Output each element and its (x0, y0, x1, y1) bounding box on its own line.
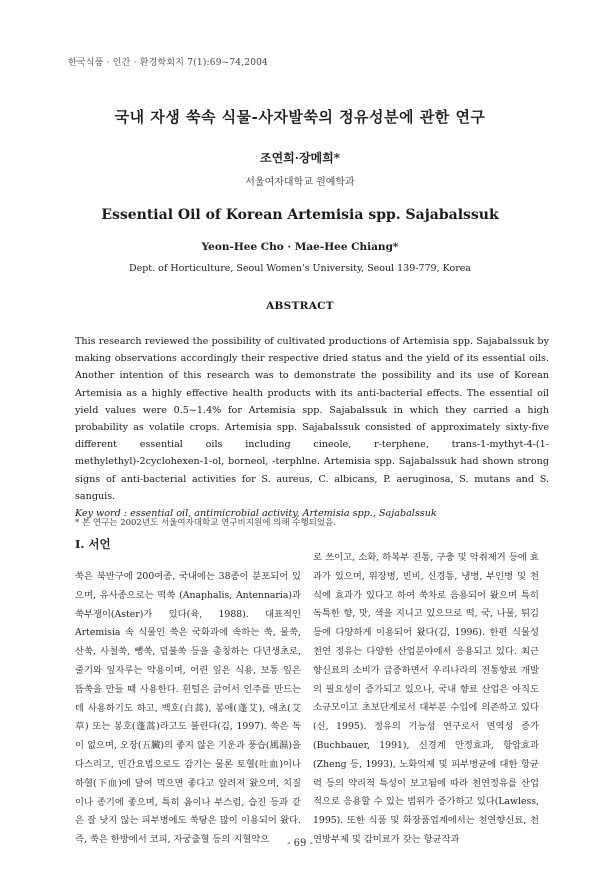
abstract-heading: ABSTRACT (266, 300, 334, 312)
abstract-text: This research reviewed the possibility of cultivated productions of Artemisia spp. Sajabalssuk by making observations accordingly their respective dried status and the yield of its essential oils. Another intention of this research was to demonstrate the possibility and its use of Korean Artemisia as a highly effective health products with its anti-bacterial effects. The essential oil yield values were 0.5~1.4% for Artemisia spp. Sajabalssuk in which they carried a high probability as volatile crops. Artemisia spp. Sajabalssuk consisted of approximately sixty-five different essential oils including cineole, r-terphene, trans-1-mythyt-4-(1-methylethyl)-2cyclohexen-1-ol, borneol, -terphlne. Artemisia spp. Sajabalssuk had shown strong signs of anti-bacterial activities for S. aureus, C. albicans, P. aeruginosa, S. mutans and S. sanguis. (75, 336, 549, 502)
abstract-block (75, 333, 549, 522)
left-column-text: 쑥은 북반구에 200여종, 국내에는 38종이 분포되어 있으며, 유사종으로는 떡쑥 (Anaphalis, Antennaria)과 쑥부쟁이(Aster)가 있다(육, 1988). 대표적인 Artemisia 속 식물인 쑥은 국화과에 속하는 쑥, 물쑥, 산쑥, 사철쑥, 뺑쑥, 덤불쑥 등을 총칭하는 다년생초로, 줄기와 잎자루는 약용이며, 어린 잎은 식용, 보통 잎은 뜸쑥을 만들 때 사용한다. 흰털은 긁어서 인주를 만드는데 사용하기도 하고, 백호(白蒿), 봉애(蓬艾), 애초(艾草) 또는 봉호(蓬蒿)라고도 불린다(김, 1997). 쑥은 독이 없으며, 오장(五臟)의 좋지 않은 기운과 풍습(風濕)을 다스리고, 민간요법으로도 감기는 물론 토혈(吐血)이나 하혈(下血)에 달여 먹으면 좋다고 알려져 왔으며, 치질이나 종기에 좋으며, 특히 옴이나 부스럼, 습진 등과 같은 잘 낫지 않는 피부병에도 쑥탕은 많이 이용되어 왔다. 즉, 쑥은 한방에서 코피, 자궁출혈 등의 지혈약으 (75, 571, 301, 846)
english-title: Essential Oil of Korean Artemisia spp. Sajabalssuk (101, 207, 499, 223)
keywords: Key word : essential oil, antimicrobial activity, Artemisia spp., Sajabalssuk (75, 508, 437, 520)
korean-authors: 조연희·장메희* (259, 151, 340, 165)
section-title: I. 서언 (75, 537, 111, 551)
running-head: 한국식품 · 인간 · 환경학회지 7(1):69~74,2004 (68, 58, 268, 68)
right-column-text: 로 쓰이고, 소화, 하복부 진통, 구충 및 악취제거 등에 효과가 있으며, 위장병, 빈비, 신경통, 냉병, 부인병 및 천식에 효과가 있다고 하여 쑥차로 음용되어 왔으며 특히 독특한 향, 맛, 색을 지니고 있으므로 떡, 국, 나물, 튀김 등에 다양하게 이용되어 왔다(김, 1996). 한편 식물성 천연 정유는 다양한 산업분야에서 응용되고 있다. 최근 향신료의 소비가 급증하면서 우리나라의 전통향료 개발의 필요성이 증가되고 있으나, 국내 향료 산업은 아직도 소규모이고 초보단계로서 대부분 수입에 의존하고 있다(신, 1995). 정유의 기능성 연구로서 면역성 증가(Buchbauer, 1991), 신경계 안정효과, 항암효과(Zheng 등, 1993), 노화억제 및 피부병균에 대한 항균력 등의 약리적 특성이 보고됨에 따라 천연정유를 산업적으로 응용할 수 있는 범위가 증가하고 있다(Lawless, 1995). 또한 식품 및 화장품업계에서는 천연향신료, 천연방부제 및 감미료가 갖는 항균작과 (313, 552, 539, 845)
page-number: - 69 - (287, 838, 313, 849)
korean-title: 국내 자생 쑥속 식물-사자발쑥의 정유성분에 관한 연구 (114, 108, 486, 126)
english-authors: Yeon-Hee Cho · Mae-Hee Chiang* (201, 241, 399, 253)
korean-affiliation: 서울여자대학교 원예학과 (245, 177, 355, 188)
footnote: * 본 연구는 2002년도 서울여자대학교 연구비지원에 의해 수행되었음. (75, 518, 336, 528)
english-affiliation: Dept. of Horticulture, Seoul Women's University, Seoul 139-779, Korea (128, 263, 472, 274)
